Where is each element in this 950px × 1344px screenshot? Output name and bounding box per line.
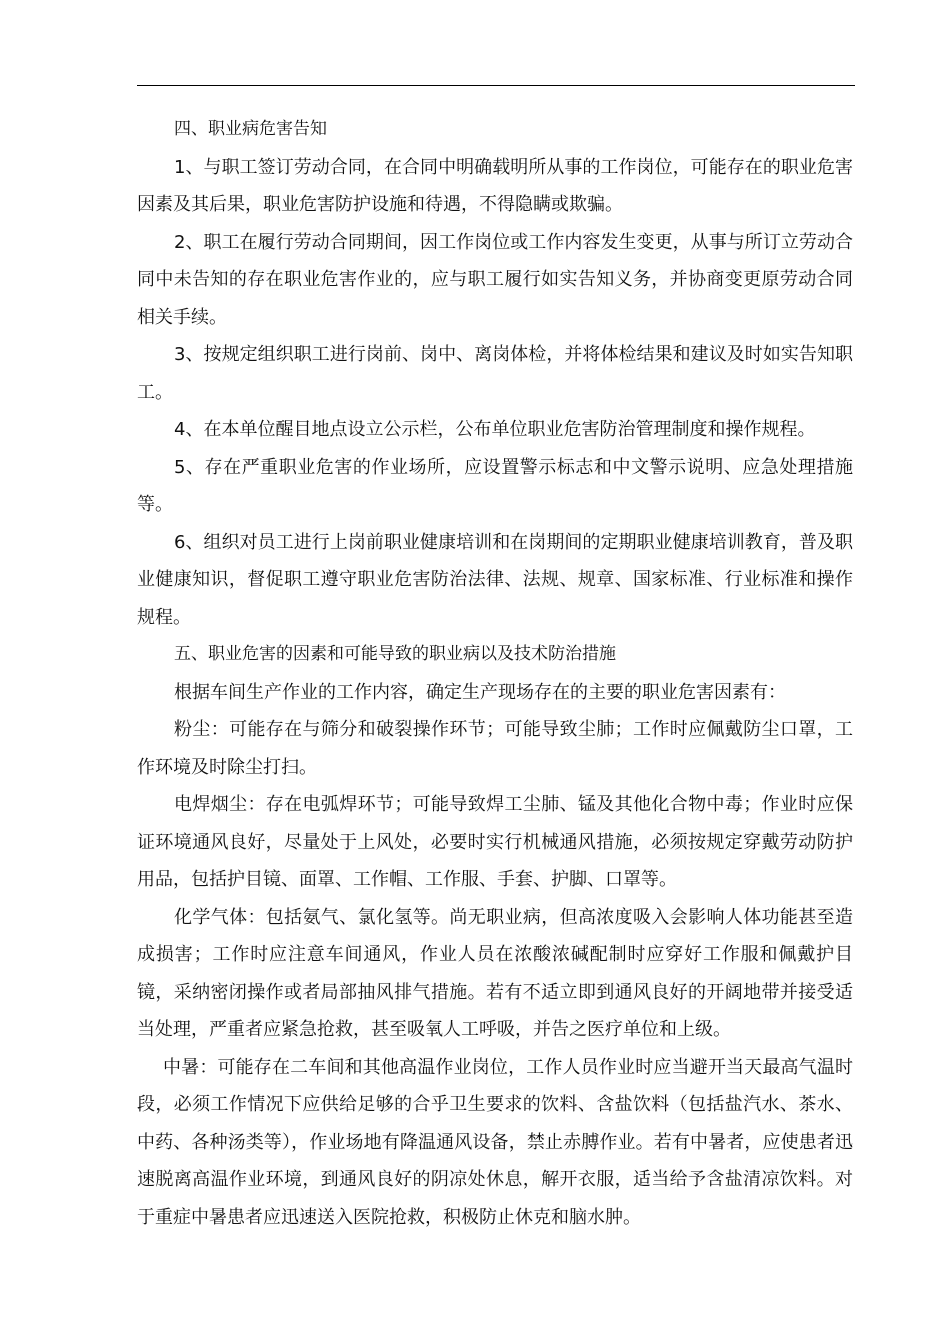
paragraph-1: 1、与职工签订劳动合同，在合同中明确载明所从事的工作岗位，可能存在的职业危害因素及其后果，职业危害防护设施和待遇，不得隐瞒或欺骗。 bbox=[137, 156, 853, 215]
document-body bbox=[137, 111, 853, 1236]
chemical-text-2: 并接受适当处理， bbox=[137, 981, 853, 1040]
dust-paragraph bbox=[137, 711, 853, 786]
section-heading-5: 五、职业危害的因素和可能导致的职业病以及技术防治措施 bbox=[174, 644, 616, 664]
paragraph-2: 2、职工在履行劳动合同期间，因工作岗位或工作内容发生变更，从事与所订立劳动合同中未告知的存在职业危害作业的，应与职工履行如实告知义务，并协商变更原劳动合同相关手续。 bbox=[137, 231, 853, 328]
section-heading-4: 四、职业病危害告知 bbox=[174, 119, 327, 139]
heatstroke-text-3: 禁止赤膊作业。若有中暑者，应使患者迅速脱离高温作业环境，到通风良好的阴凉处休息，解开衣服，适当给予含盐清凉饮料。对于重症中暑患者应迅速送入医院抢救，积极防止休克和脑水肿。 bbox=[137, 1131, 854, 1228]
heatstroke-text-2: 作业场地有降温通风设备， bbox=[309, 1131, 527, 1153]
heatstroke-text-1: 中暑：可能存在二车间和其他高温作业岗位，工作人员作业时应当避开当天最高气温时段，必须工作情况下应供给足够的合乎卫生要求的饮料、含盐饮料（包括盐汽水、茶水、中药、各种汤类等）， bbox=[137, 1056, 853, 1153]
header-rule bbox=[137, 85, 855, 86]
paragraph-6: 6、组织对员工进行上岗前职业健康培训和在岗期间的定期职业健康培训教育，普及职业健康知识，督促职工遵守职业危害防治法律、法规、规章、国家标准、行业标准和操作规程。 bbox=[137, 531, 853, 628]
chemical-text-5: 和上级。 bbox=[659, 1019, 731, 1040]
intro-paragraph: 根据车间生产作业的工作内容，确定生产现场存在的主要的职业危害因素有： bbox=[174, 681, 786, 703]
heatstroke-paragraph bbox=[137, 1049, 853, 1237]
chemical-text-3: 严重者应紧急抢救，甚至吸氧人工呼吸，并告之医疗 bbox=[209, 1019, 623, 1040]
paragraph-4: 4、在本单位醒目地点设立公示栏，公布单位职业危害防治管理制度和操作规程。 bbox=[174, 419, 816, 440]
chemical-text-4: 单位 bbox=[623, 1019, 659, 1040]
welding-paragraph: 电焊烟尘：存在电弧焊环节；可能导致焊工尘肺、锰及其他化合物中毒；作业时应保证环境通风良好，尽量处于上风处，必要时实行机械通风措施，必须按规定穿戴劳动防护用品，包括护目镜、面罩、工作帽、工作服、手套、护脚、口罩等。 bbox=[137, 794, 853, 890]
chemical-text-1: 化学气体：包括氨气、氯化氢等。尚无职业病，但高浓度吸入会影响人体功能甚至造成损害；工作时应注意车间通风，作业人员在浓酸浓碱配制时应穿好工作服和佩戴护目镜，采纳密闭操作或者局部抽风排气措施。若有不适立即到通风良好的开阔地带 bbox=[137, 906, 853, 1003]
dust-text: 粉尘：可能存在与筛分和破裂操作环节；可能导致尘肺；工作时应佩戴防尘口罩， bbox=[174, 719, 835, 740]
paragraph-3: 3、按规定组织职工进行岗前、岗中、离岗体检，并将体检结果和建议及时如实告知职工。 bbox=[137, 344, 853, 403]
dust-text-tail: 工作环境及时除尘打扫。 bbox=[137, 719, 853, 778]
paragraph-5: 5、存在严重职业危害的作业场所，应设置警示标志和中文警示说明、应急处理措施等。 bbox=[137, 456, 853, 515]
chemical-paragraph bbox=[137, 899, 853, 1049]
